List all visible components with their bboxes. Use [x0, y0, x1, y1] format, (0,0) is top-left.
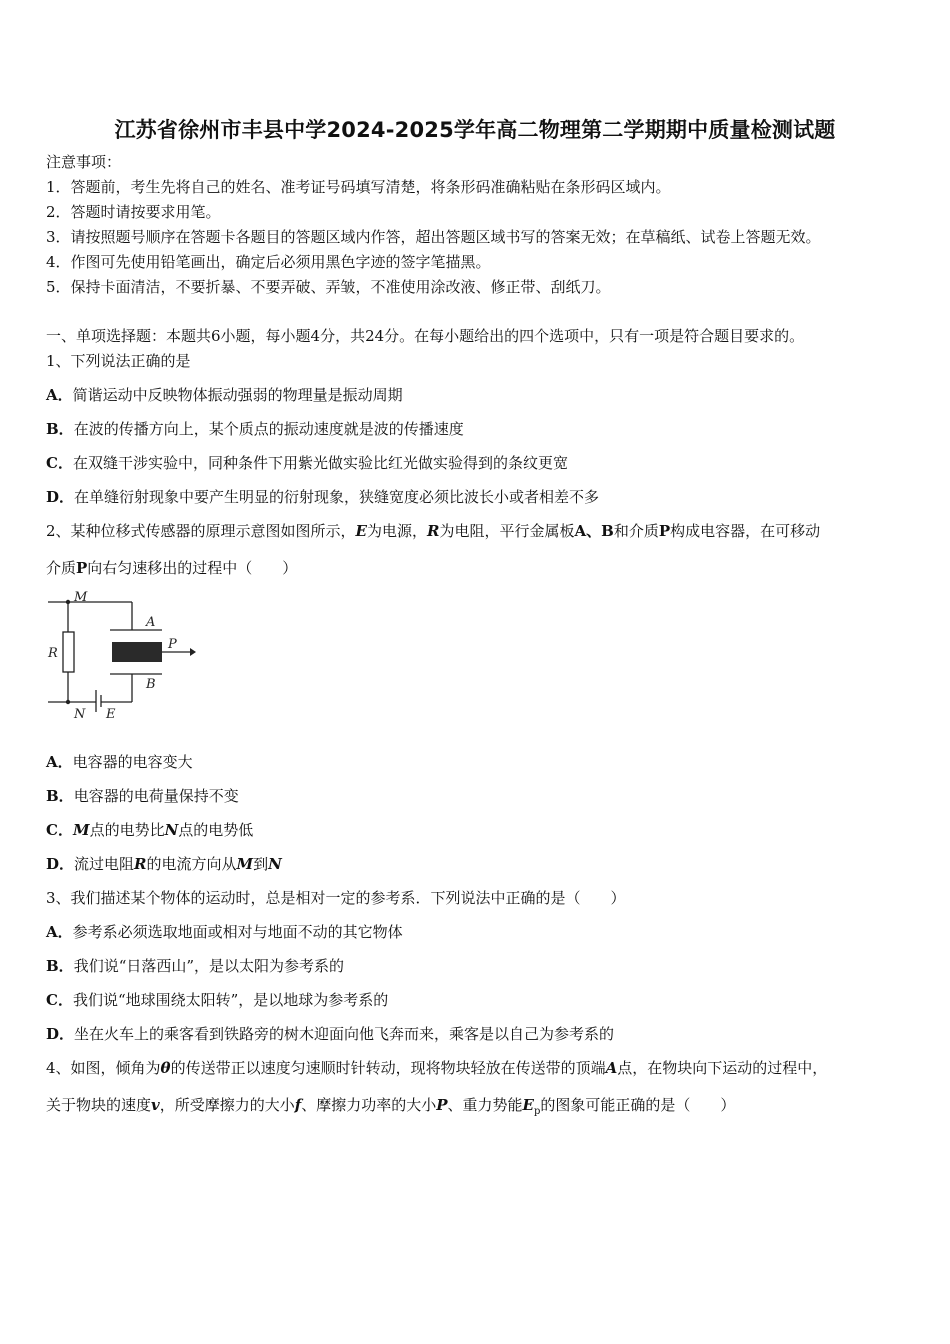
text: 、重力势能	[447, 1096, 523, 1114]
option-text: 参考系必须选取地面或相对与地面不动的其它物体	[72, 923, 403, 941]
text: 关于物块的速度	[46, 1096, 152, 1114]
q3-option-d	[46, 1024, 614, 1044]
text: 和介质	[613, 522, 659, 540]
label-P: P	[168, 637, 177, 652]
option-text: 在双缝干涉实验中，同种条件下用紫光做实验比红光做实验得到的条纹更宽	[72, 454, 568, 472]
option-label: B．	[46, 420, 74, 438]
q3-stem: 3、我们描述某个物体的运动时，总是相对一定的参考系．下列说法中正确的是（ ）	[46, 889, 626, 907]
q1-option-b	[46, 419, 464, 439]
var-AB: A、B	[574, 522, 614, 540]
note-item-5: 5．保持卡面清洁，不要折暴、不要弄破、弄皱，不准使用涂改液、修正带、刮纸刀。	[46, 278, 611, 296]
var-v: v	[151, 1096, 160, 1114]
text: 2、某种位移式传感器的原理示意图如图所示，	[46, 522, 356, 540]
text: 、摩擦力功率的大小	[301, 1096, 437, 1114]
notes-heading: 注意事项：	[46, 153, 122, 171]
label-R: R	[48, 646, 58, 661]
text: 为电源，	[366, 522, 427, 540]
q1-stem: 1、下列说法正确的是	[46, 352, 191, 370]
page-title: 江苏省徐州市丰县中学2024-2025学年高二物理第二学期期中质量检测试题	[114, 118, 836, 142]
text: 4、如图，倾角为	[46, 1059, 161, 1077]
option-label: C．	[46, 821, 73, 839]
text: 介质	[46, 559, 77, 577]
option-text: 电容器的电容变大	[72, 753, 193, 771]
text: 点的电势比	[89, 821, 165, 839]
text: ，所受摩擦力的大小	[159, 1096, 295, 1114]
option-text: 我们说“地球围绕太阳转”，是以地球为参考系的	[72, 991, 389, 1009]
note-item-1: 1．答题前，考生先将自己的姓名、准考证号码填写清楚，将条形码准确粘贴在条形码区域内。	[46, 178, 671, 196]
note-item-3: 3．请按照题号顺序在答题卡各题目的答题区域内作答，超出答题区域书写的答案无效；在草稿纸、试卷上答题无效。	[46, 228, 821, 246]
option-text: 电容器的电荷量保持不变	[73, 787, 239, 805]
q2-option-d	[46, 854, 282, 874]
q3-option-b	[46, 956, 344, 976]
q3-option-c	[46, 990, 388, 1010]
option-text: 在单缝衍射现象中要产生明显的衍射现象，狭缝宽度必须比波长小或者相差不多	[74, 488, 600, 506]
var-M: M	[236, 855, 254, 873]
q3-option-a	[46, 922, 403, 942]
option-label: C．	[46, 454, 73, 472]
q4-stem-line2	[46, 1095, 735, 1122]
option-text: 我们说“日落西山”，是以太阳为参考系的	[73, 957, 345, 975]
var-f: f	[294, 1096, 302, 1114]
option-label: A．	[46, 386, 73, 404]
var-theta: θ	[160, 1059, 171, 1077]
var-A: A	[605, 1059, 618, 1077]
var-E: E	[355, 522, 367, 540]
text: 的电流方向从	[146, 855, 237, 873]
option-label: C．	[46, 991, 73, 1009]
text: 点，在物块向下运动的过程中，	[617, 1059, 828, 1077]
q4-stem-line1	[46, 1058, 827, 1078]
option-label: B．	[46, 957, 74, 975]
note-item-4: 4．作图可先使用铅笔画出，确定后必须用黑色字迹的签字笔描黑。	[46, 253, 491, 271]
option-text: 简谐运动中反映物体振动强弱的物理量是振动周期	[72, 386, 403, 404]
text: 到	[253, 855, 269, 873]
circuit-diagram	[44, 590, 204, 725]
option-label: A．	[46, 753, 73, 771]
q2-option-a	[46, 752, 193, 772]
option-text: 在波的传播方向上，某个质点的振动速度就是波的传播速度	[73, 420, 464, 438]
text: 的传送带正以速度匀速顺时针转动，现将物块轻放在传送带的顶端	[170, 1059, 606, 1077]
text: 点的电势低	[178, 821, 254, 839]
var-R: R	[427, 522, 440, 540]
q1-option-a	[46, 385, 403, 405]
var-R: R	[134, 855, 147, 873]
label-A: A	[146, 615, 156, 630]
var-P: P	[76, 559, 88, 577]
var-P: P	[658, 522, 671, 540]
q2-stem-line1	[46, 521, 820, 541]
var-P: P	[436, 1096, 448, 1114]
option-label: D．	[46, 855, 75, 873]
label-B: B	[146, 677, 156, 692]
note-item-2: 2．答题时请按要求用笔。	[46, 203, 221, 221]
var-Ep-subscript: p	[533, 1106, 541, 1117]
option-label: B．	[46, 787, 74, 805]
text: 为电阻，平行金属板	[439, 522, 575, 540]
q2-stem-line2	[46, 558, 297, 578]
option-label: D．	[46, 1025, 75, 1043]
text: 向右匀速移出的过程中（ ）	[87, 559, 298, 577]
label-N: N	[74, 707, 86, 722]
q2-option-b	[46, 786, 239, 806]
option-text: 坐在火车上的乘客看到铁路旁的树木迎面向他飞奔而来，乘客是以自己为参考系的	[74, 1025, 615, 1043]
q1-option-d	[46, 487, 599, 507]
section-heading: 一、单项选择题：本题共6小题，每小题4分，共24分。在每小题给出的四个选项中，只有一项是符合题目要求的。	[46, 327, 805, 345]
label-M: M	[74, 590, 88, 605]
option-label: A．	[46, 923, 73, 941]
var-N: N	[268, 855, 282, 873]
text: 构成电容器，在可移动	[670, 522, 821, 540]
text: 流过电阻	[74, 855, 135, 873]
option-label: D．	[46, 488, 75, 506]
var-Ep: E	[522, 1096, 534, 1114]
q2-option-c	[46, 820, 253, 840]
label-E: E	[106, 707, 116, 722]
var-N: N	[164, 821, 179, 839]
text: 的图象可能正确的是（ ）	[540, 1096, 736, 1114]
var-M: M	[72, 821, 90, 839]
q1-option-c	[46, 453, 568, 473]
